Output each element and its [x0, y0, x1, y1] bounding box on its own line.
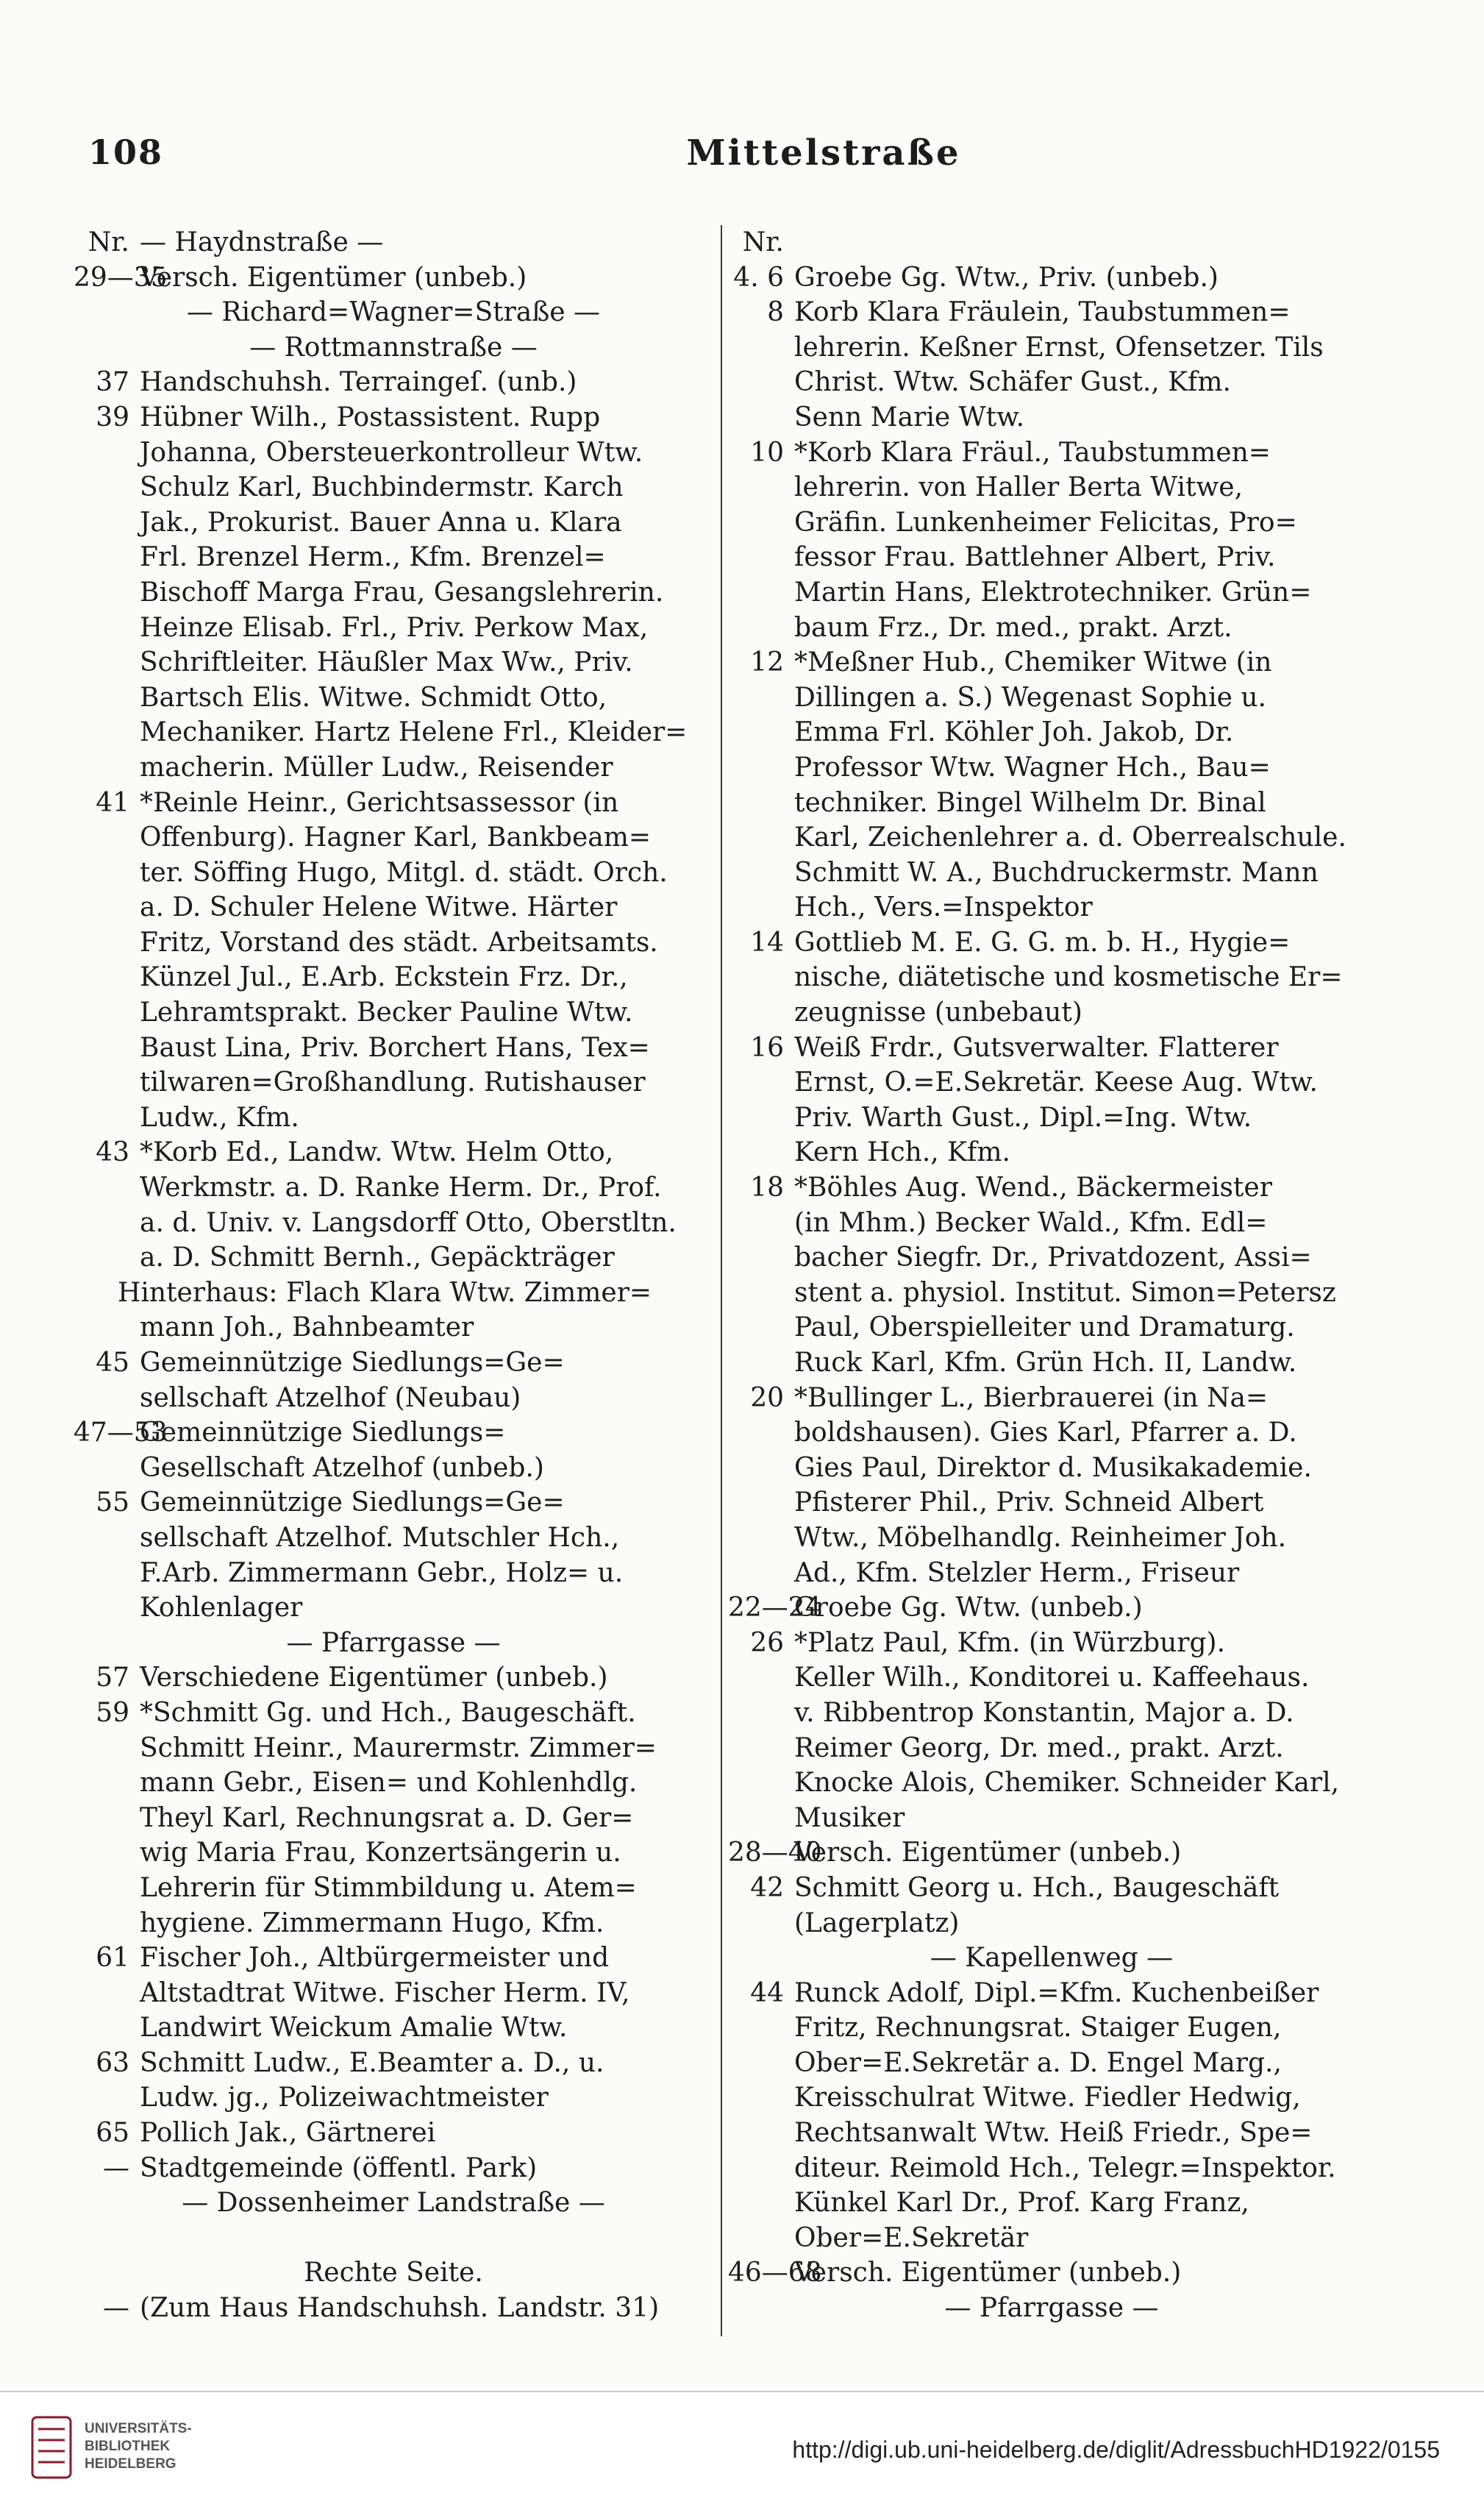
entry-text: Rechtsanwalt Wtw. Heiß Friedr., Spe= — [794, 2118, 1313, 2149]
entry-text: v. Ribbentrop Konstantin, Major a. D. — [794, 1697, 1294, 1728]
entry-line — [728, 2186, 1375, 2221]
entry-text: Wtw., Möbelhandlg. Reinheimer Joh. — [794, 1522, 1287, 1553]
entry-line — [74, 2116, 713, 2151]
page-number: 108 — [88, 132, 164, 172]
library-seal-icon — [29, 2414, 74, 2481]
house-number: 47—53 — [74, 1418, 168, 1448]
house-number: 10 — [750, 437, 784, 468]
entry-text: Knocke Alois, Chemiker. Schneider Karl, — [794, 1768, 1340, 1799]
entry-text: Schmitt Georg u. Hch., Baugeschäft — [794, 1872, 1280, 1903]
entry-line — [728, 1801, 1375, 1836]
entry-line — [74, 925, 713, 961]
entry-line — [728, 1135, 1375, 1170]
entry-text: Ludw. jg., Polizeiwachtmeister — [140, 2083, 549, 2113]
entry-line — [74, 1941, 713, 1976]
library-name: UNIVERSITÄTS- BIBLIOTHEK HEIDELBERG — [85, 2421, 192, 2472]
entry-text: Lehramtsprakt. Becker Pauline Wtw. — [140, 998, 633, 1028]
page-header — [88, 132, 1412, 184]
house-number: 46—68 — [728, 2258, 822, 2289]
entry-text: Johanna, Obersteuerkontrolleur Wtw. — [140, 437, 643, 468]
entry-text: Korb Klara Fräulein, Taubstummen= — [794, 297, 1291, 328]
entry-line — [74, 1240, 713, 1276]
entry-line — [728, 1310, 1375, 1345]
entry-line — [728, 295, 1375, 330]
entry-text: Ober=E.Sekretär a. D. Engel Marg., — [794, 2047, 1282, 2078]
entry-text: Stadtgemeinde (öffentl. Park) — [140, 2152, 538, 2183]
house-number: Nr. — [88, 227, 129, 257]
entry-text: *Böhles Aug. Wend., Bäckermeister — [794, 1173, 1272, 1203]
entry-line — [74, 1521, 713, 1556]
entry-line — [74, 470, 713, 505]
entry-line — [728, 995, 1375, 1031]
entry-line — [728, 1660, 1375, 1696]
house-number: 44 — [750, 1977, 784, 2008]
entry-text: Versch. Eigentümer (unbeb.) — [794, 1838, 1182, 1868]
entry-line — [74, 2046, 713, 2081]
entry-text: Bartsch Elis. Witwe. Schmidt Otto, — [140, 682, 607, 713]
entry-line — [728, 435, 1375, 471]
entry-text: Kreisschulrat Witwe. Fiedler Hedwig, — [794, 2083, 1301, 2113]
heading-text: Rechte Seite. — [304, 2258, 483, 2289]
heading-text: — Kapellenweg — — [930, 1943, 1174, 1974]
entry-line — [728, 1065, 1375, 1100]
entry-text: Bischoff Marga Frau, Gesangslehrerin. — [140, 577, 664, 608]
entry-text: (Lagerplatz) — [794, 1907, 960, 1938]
house-number: 12 — [750, 647, 784, 678]
entry-line — [728, 856, 1375, 891]
entry-line — [728, 1696, 1375, 1731]
entry-text: Kern Hch., Kfm. — [794, 1137, 1010, 1168]
entry-text: Jak., Prokurist. Bauer Anna u. Klara — [140, 507, 622, 538]
entry-line — [74, 505, 713, 541]
entry-line — [74, 645, 713, 680]
entry-line — [74, 400, 713, 435]
heading-text: — Pfarrgasse — — [286, 1627, 501, 1658]
entry-line — [74, 1590, 713, 1626]
entry-text: Ernst, O.=E.Sekretär. Keese Aug. Wtw. — [794, 1067, 1318, 1098]
entry-line — [728, 1835, 1375, 1871]
entry-text: diteur. Reimold Hch., Telegr.=Inspektor. — [794, 2152, 1336, 2183]
house-number: — — [103, 2293, 129, 2324]
house-number: 37 — [96, 367, 129, 398]
entry-text: Professor Wtw. Wagner Hch., Bau= — [794, 752, 1271, 783]
house-number: 55 — [96, 1487, 129, 1518]
entry-text: Senn Marie Wtw. — [794, 402, 1025, 433]
entry-text: Ad., Kfm. Stelzler Herm., Friseur — [794, 1557, 1240, 1588]
entry-line — [728, 2221, 1375, 2256]
entry-line — [74, 1381, 713, 1416]
entry-text: (in Mhm.) Becker Wald., Kfm. Edl= — [794, 1207, 1268, 1238]
entry-text: mann Gebr., Eisen= und Kohlenhdlg. — [140, 1768, 638, 1799]
entry-text: Werkmstr. a. D. Ranke Herm. Dr., Prof. — [140, 1173, 662, 1203]
entry-text: Landwirt Weickum Amalie Wtw. — [140, 2013, 568, 2044]
house-number: 16 — [750, 1032, 784, 1063]
entry-text: *Meßner Hub., Chemiker Witwe (in — [794, 647, 1272, 678]
entry-text: Offenburg). Hagner Karl, Bankbeam= — [140, 822, 652, 853]
entry-text: *Korb Klara Fräul., Taubstummen= — [794, 437, 1271, 468]
entry-line — [728, 890, 1375, 925]
entry-line — [74, 2010, 713, 2046]
entry-line — [728, 1765, 1375, 1801]
entry-text: Verschiedene Eigentümer (unbeb.) — [140, 1663, 608, 1693]
entry-text: lehrerin. von Haller Berta Witwe, — [794, 472, 1244, 503]
entry-line — [74, 1170, 713, 1206]
entry-text: techniker. Bingel Wilhelm Dr. Binal — [794, 787, 1266, 818]
entry-text: Fritz, Rechnungsrat. Staiger Eugen, — [794, 2013, 1282, 2044]
house-number: 28—40 — [728, 1838, 822, 1868]
entry-line — [74, 1556, 713, 1591]
entry-line — [74, 1835, 713, 1871]
entry-line — [74, 856, 713, 891]
entry-text: wig Maria Frau, Konzertsängerin u. — [140, 1838, 621, 1868]
entry-line — [728, 820, 1375, 856]
entry-line — [728, 2151, 1375, 2186]
house-number: 26 — [750, 1627, 784, 1658]
entry-line — [728, 1345, 1375, 1381]
entry-text: Versch. Eigentümer (unbeb.) — [794, 2258, 1182, 2289]
entry-text: Hinterhaus: Flach Klara Wtw. Zimmer= — [118, 1277, 652, 1308]
entry-line — [728, 2080, 1375, 2116]
entry-line — [728, 1556, 1375, 1591]
entry-text: Musiker — [794, 1802, 905, 1833]
house-number: 65 — [96, 2118, 129, 2149]
entry-line — [74, 960, 713, 995]
entry-text: Schriftleiter. Häußler Max Ww., Priv. — [140, 647, 633, 678]
entry-line — [74, 786, 713, 821]
entry-line — [74, 1065, 713, 1100]
entry-line — [728, 1906, 1375, 1941]
entry-text: Gräfin. Lunkenheimer Felicitas, Pro= — [794, 507, 1297, 538]
entry-text: Groebe Gg. Wtw. (unbeb.) — [794, 1593, 1143, 1624]
entry-text: Schmitt Heinr., Maurermstr. Zimmer= — [140, 1732, 657, 1763]
entry-line — [74, 715, 713, 750]
entry-line — [74, 1451, 713, 1486]
entry-line — [728, 611, 1375, 646]
left-column — [74, 225, 713, 2326]
entry-line — [728, 960, 1375, 995]
entry-text: Fischer Joh., Altbürgermeister und — [140, 1943, 610, 1974]
house-number: 42 — [750, 1872, 784, 1903]
house-number: 22—24 — [728, 1593, 822, 1624]
street-heading — [728, 2291, 1375, 2326]
entry-line — [728, 2010, 1375, 2046]
entry-line — [728, 1485, 1375, 1521]
entry-line — [74, 1276, 713, 1311]
entry-text: Schulz Karl, Buchbindermstr. Karch — [140, 472, 624, 503]
entry-line — [728, 1731, 1375, 1766]
entry-text: Künzel Jul., E.Arb. Eckstein Frz. Dr., — [140, 962, 628, 993]
house-number: 20 — [750, 1382, 784, 1413]
house-number: 59 — [96, 1697, 129, 1728]
entry-line — [74, 365, 713, 400]
entry-line — [74, 2151, 713, 2186]
street-title: Mittelstraße — [686, 132, 961, 174]
house-number: 57 — [96, 1663, 129, 1693]
street-heading — [74, 295, 713, 330]
entry-line — [728, 260, 1375, 296]
entry-line — [728, 750, 1375, 786]
entry-text: baum Frz., Dr. med., prakt. Arzt. — [794, 612, 1232, 643]
footer — [0, 2391, 1484, 2507]
house-number: 61 — [96, 1943, 129, 1974]
entry-text: mann Joh., Bahnbeamter — [140, 1312, 474, 1343]
entry-text: Gemeinnützige Siedlungs=Ge= — [140, 1487, 565, 1518]
entry-line — [74, 575, 713, 611]
entry-text: Fritz, Vorstand des städt. Arbeitsamts. — [140, 927, 658, 958]
entry-line — [74, 1871, 713, 1906]
entry-line — [74, 1801, 713, 1836]
house-number: 39 — [96, 402, 129, 433]
entry-text: Lehrerin für Stimmbildung u. Atem= — [140, 1872, 637, 1903]
entry-line — [74, 1206, 713, 1241]
entry-text: Mechaniker. Hartz Helene Frl., Kleider= — [140, 717, 688, 748]
street-heading — [74, 2255, 713, 2291]
entry-line — [74, 1485, 713, 1521]
entry-text: Heinze Elisab. Frl., Priv. Perkow Max, — [140, 612, 649, 643]
entry-line — [74, 1100, 713, 1136]
entry-text: Handschuhsh. Terraingeſ. (unb.) — [140, 367, 577, 398]
entry-line — [74, 435, 713, 471]
entry-text: bacher Siegfr. Dr., Privatdozent, Assi= — [794, 1242, 1312, 1273]
entry-line — [74, 2080, 713, 2116]
house-number: 43 — [96, 1137, 129, 1168]
entry-text: Baust Lina, Priv. Borchert Hans, Tex= — [140, 1032, 650, 1063]
entry-text: F.Arb. Zimmermann Gebr., Holz= u. — [140, 1557, 624, 1588]
entry-text: *Korb Ed., Landw. Wtw. Helm Otto, — [140, 1137, 614, 1168]
entry-line — [728, 1521, 1375, 1556]
entry-line — [74, 1345, 713, 1381]
entry-text: fessor Frau. Battlehner Albert, Priv. — [794, 542, 1276, 573]
entry-line — [728, 2255, 1375, 2291]
entry-text: Priv. Warth Gust., Dipl.=Ing. Wtw. — [794, 1102, 1252, 1133]
entry-text: Keller Wilh., Konditorei u. Kaffeehaus. — [794, 1663, 1310, 1693]
entry-line — [728, 1976, 1375, 2011]
entry-text: Künkel Karl Dr., Prof. Karg Franz, — [794, 2188, 1249, 2219]
house-number: 41 — [96, 787, 129, 818]
entry-line — [74, 750, 713, 786]
entry-text: (Zum Haus Handschuhsh. Landstr. 31) — [140, 2293, 660, 2324]
entry-text: *Reinle Heinr., Gerichtsassessor (in — [140, 787, 619, 818]
entry-line — [728, 365, 1375, 400]
blank-line — [74, 2221, 713, 2256]
entry-text: Martin Hans, Elektrotechniker. Grün= — [794, 577, 1312, 608]
entry-text: *Bullinger L., Bierbrauerei (in Na= — [794, 1382, 1269, 1413]
entry-text: Karl, Zeichenlehrer a. d. Oberrealschule. — [794, 822, 1346, 853]
entry-text: Pollich Jak., Gärtnerei — [140, 2118, 436, 2149]
entry-text: Altstadtrat Witwe. Fischer Herm. IV, — [140, 1977, 630, 2008]
entry-text: Gies Paul, Direktor d. Musikakademie. — [794, 1452, 1312, 1483]
entry-line — [74, 1696, 713, 1731]
entry-line — [74, 995, 713, 1031]
entry-line — [74, 1031, 713, 1066]
entry-text: Dillingen a. S.) Wegenast Sophie u. — [794, 682, 1266, 713]
entry-text: lehrerin. Keßner Ernst, Ofensetzer. Tils — [794, 332, 1324, 363]
entry-line — [728, 1451, 1375, 1486]
entry-line — [74, 1765, 713, 1801]
house-number: 63 — [96, 2047, 129, 2078]
entry-text: Runck Adolf, Dipl.=Kfm. Kuchenbeißer — [794, 1977, 1319, 2008]
entry-text: Ober=E.Sekretär — [794, 2222, 1029, 2253]
entry-text: Frl. Brenzel Herm., Kfm. Brenzel= — [140, 542, 606, 573]
entry-text: Hübner Wilh., Postassistent. Rupp — [140, 402, 601, 433]
column-header-text: — Haydnstraße — — [140, 227, 384, 257]
house-number: 8 — [767, 297, 784, 328]
entry-text: Gemeinnützige Siedlungs=Ge= — [140, 1348, 565, 1378]
entry-line — [74, 1660, 713, 1696]
entry-text: nische, diätetische und kosmetische Er= — [794, 962, 1343, 993]
entry-line — [74, 890, 713, 925]
entry-text: Kohlenlager — [140, 1593, 303, 1624]
entry-text: Weiß Frdr., Gutsverwalter. Flatterer — [794, 1032, 1279, 1063]
entry-text: macherin. Müller Ludw., Reisender — [140, 752, 613, 783]
entry-text: Groebe Gg. Wtw., Priv. (unbeb.) — [794, 262, 1219, 293]
entry-line — [728, 1871, 1375, 1906]
entry-line — [74, 2291, 713, 2326]
entry-line — [74, 611, 713, 646]
entry-text: Gesellschaft Atzelhof (unbeb.) — [140, 1452, 544, 1483]
entry-text: Versch. Eigentümer (unbeb.) — [140, 262, 527, 293]
entry-text: Gemeinnützige Siedlungs= — [140, 1418, 506, 1448]
entry-line — [728, 540, 1375, 575]
street-heading — [728, 1941, 1375, 1976]
column-header — [728, 225, 1375, 260]
entry-line — [728, 1276, 1375, 1311]
heading-text: — Rottmannstraße — — [249, 332, 538, 363]
source-url[interactable]: http://digi.ub.uni-heidelberg.de/diglit/AdressbuchHD1922/0155 — [792, 2436, 1440, 2463]
entry-line — [728, 925, 1375, 961]
street-heading — [74, 2186, 713, 2221]
entry-line — [728, 1170, 1375, 1206]
entry-line — [728, 1240, 1375, 1276]
house-number: 14 — [750, 927, 784, 958]
heading-text: — Dossenheimer Landstraße — — [182, 2188, 605, 2219]
entry-text: stent a. physiol. Institut. Simon=Petersz — [794, 1277, 1336, 1308]
house-number: 45 — [96, 1348, 129, 1378]
right-column — [728, 225, 1375, 2326]
entry-text: a. D. Schuler Helene Witwe. Härter — [140, 892, 618, 923]
entry-line — [728, 2046, 1375, 2081]
entry-text: sellschaft Atzelhof (Neubau) — [140, 1382, 521, 1413]
entry-line — [74, 1135, 713, 1170]
entry-line — [728, 680, 1375, 716]
entry-text: Theyl Karl, Rechnungsrat a. D. Ger= — [140, 1802, 634, 1833]
column-header — [74, 225, 713, 260]
entry-line — [728, 575, 1375, 611]
entry-text: Reimer Georg, Dr. med., prakt. Arzt. — [794, 1732, 1284, 1763]
entry-text: hygiene. Zimmermann Hugo, Kfm. — [140, 1907, 604, 1938]
entry-line — [74, 1415, 713, 1451]
entry-line — [74, 820, 713, 856]
entry-line — [728, 1415, 1375, 1451]
entry-line — [728, 2116, 1375, 2151]
entry-text: tilwaren=Großhandlung. Rutishauser — [140, 1067, 646, 1098]
entry-text: *Schmitt Gg. und Hch., Baugeschäft. — [140, 1697, 636, 1728]
entry-line — [74, 680, 713, 716]
entry-line — [728, 1206, 1375, 1241]
house-number: 18 — [750, 1173, 784, 1203]
column-divider — [721, 225, 722, 2336]
street-heading — [74, 1626, 713, 1661]
house-number: — — [103, 2152, 129, 2183]
house-number: Nr. — [742, 227, 784, 257]
entry-text: Paul, Oberspielleiter und Dramaturg. — [794, 1312, 1295, 1343]
entry-text: boldshausen). Gies Karl, Pfarrer a. D. — [794, 1418, 1297, 1448]
entry-line — [728, 645, 1375, 680]
entry-text: Ruck Karl, Kfm. Grün Hch. II, Landw. — [794, 1348, 1297, 1378]
entry-line — [728, 1031, 1375, 1066]
entry-line — [74, 1731, 713, 1766]
entry-text: Gottlieb M. E. G. G. m. b. H., Hygie= — [794, 927, 1291, 958]
entry-text: a. d. Univ. v. Langsdorff Otto, Oberstltn. — [140, 1207, 677, 1238]
entry-line — [74, 260, 713, 296]
entry-line — [728, 330, 1375, 366]
house-number: 29—35 — [74, 262, 168, 293]
entry-text: Schmitt W. A., Buchdruckermstr. Mann — [794, 857, 1319, 888]
entry-line — [74, 540, 713, 575]
entry-line — [728, 715, 1375, 750]
entry-line — [728, 786, 1375, 821]
heading-text: — Richard=Wagner=Straße — — [186, 297, 601, 328]
entry-text: Pfisterer Phil., Priv. Schneid Albert — [794, 1487, 1264, 1518]
entry-text: Schmitt Ludw., E.Beamter a. D., u. — [140, 2047, 604, 2078]
entry-text: *Platz Paul, Kfm. (in Würzburg). — [794, 1627, 1226, 1658]
entry-text: Ludw., Kfm. — [140, 1102, 299, 1133]
entry-line — [728, 400, 1375, 435]
entry-text: sellschaft Atzelhof. Mutschler Hch., — [140, 1522, 620, 1553]
entry-text: Emma Frl. Köhler Joh. Jakob, Dr. — [794, 717, 1234, 748]
house-number: 4. 6 — [733, 262, 784, 293]
entry-line — [728, 505, 1375, 541]
entry-line — [74, 1976, 713, 2011]
entry-line — [74, 1906, 713, 1941]
street-heading — [74, 330, 713, 366]
entry-line — [728, 1590, 1375, 1626]
entry-line — [728, 1381, 1375, 1416]
entry-line — [728, 1100, 1375, 1136]
entry-line — [728, 470, 1375, 505]
entry-text: ter. Söffing Hugo, Mitgl. d. städt. Orch. — [140, 857, 668, 888]
entry-text: a. D. Schmitt Bernh., Gepäckträger — [140, 1242, 615, 1273]
entry-text: Christ. Wtw. Schäfer Gust., Kfm. — [794, 367, 1231, 398]
entry-text: Hch., Vers.=Inspektor — [794, 892, 1093, 923]
entry-text: zeugnisse (unbebaut) — [794, 998, 1082, 1028]
heading-text: — Pfarrgasse — — [944, 2293, 1159, 2324]
entry-line — [74, 1310, 713, 1345]
entry-line — [728, 1626, 1375, 1661]
